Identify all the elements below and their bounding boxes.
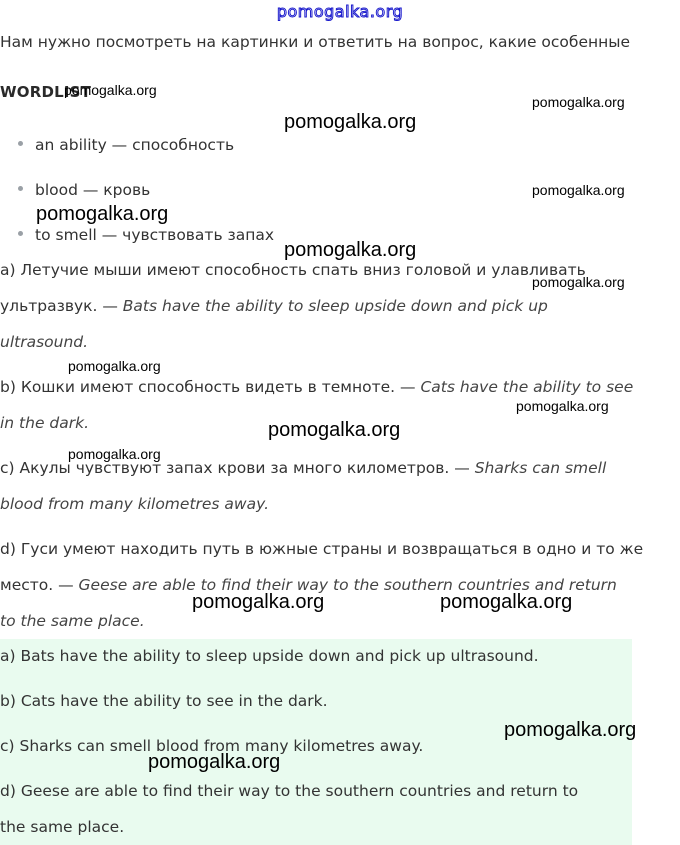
wordlist-item-text: blood — кровь (35, 181, 151, 199)
translation-a-line2 (0, 297, 548, 315)
watermark: pomogalka.org (148, 751, 281, 773)
bullet-icon (18, 141, 23, 146)
translation-d-ru: место. — (0, 576, 79, 594)
translation-a-en-cont: ultrasound. (0, 333, 89, 351)
answer-line: a) Bats have the ability to sleep upside down and pick up ultrasound. (0, 647, 539, 665)
answer-line: d) Geese are able to find their way to the southern countries and return to (0, 782, 579, 800)
translation-d-line3 (0, 612, 145, 630)
translation-c-en-cont: blood from many kilometres away. (0, 495, 270, 513)
wordlist-item (18, 136, 234, 154)
translation-a-line3 (0, 333, 88, 351)
bullet-icon (18, 231, 23, 236)
wordlist-item (18, 226, 274, 244)
site-header[interactable]: pomogalka.org (276, 2, 404, 21)
answer-line: c) Sharks can smell blood from many kilometres away. (0, 737, 424, 755)
translation-c-line2 (0, 495, 269, 513)
watermark: pomogalka.org (532, 94, 625, 110)
watermark: pomogalka.org (268, 419, 401, 441)
translation-a-ru: ультразвук. — (0, 297, 123, 315)
translation-b-line2 (0, 414, 89, 432)
translation-c-en: Sharks can smell (474, 459, 607, 477)
intro-text: Нам нужно посмотреть на картинки и ответить на вопрос, какие особенные (0, 33, 631, 51)
answer-line: b) Cats have the ability to see in the dark. (0, 692, 328, 710)
bullet-icon (18, 186, 23, 191)
translation-c-ru: c) Акулы чувствуют запах крови за много километров. — (0, 459, 475, 477)
translation-b-en: Cats have the ability to see (420, 378, 634, 396)
watermark: pomogalka.org (504, 719, 637, 741)
watermark: pomogalka.org (36, 203, 169, 225)
translation-b-ru: b) Кошки имеют способность видеть в темноте. — (0, 378, 421, 396)
translation-b-en-cont: in the dark. (0, 414, 90, 432)
wordlist-heading: WORDLIST (0, 83, 92, 101)
wordlist-item-text: to smell — чувствовать запах (35, 226, 275, 244)
watermark: pomogalka.org (440, 591, 573, 613)
translation-d-en-cont: to the same place. (0, 612, 145, 630)
translation-a-en: Bats have the ability to sleep upside down and pick up (122, 297, 548, 315)
wordlist-item-text: an ability — способность (35, 136, 235, 154)
watermark: pomogalka.org (68, 446, 161, 462)
translation-d-line1: d) Гуси умеют находить путь в южные страны и возвращаться в одно и то же (0, 540, 644, 558)
watermark: pomogalka.org (284, 239, 417, 261)
watermark: pomogalka.org (192, 591, 325, 613)
translation-b-line1 (0, 378, 633, 396)
watermark: pomogalka.org (532, 274, 625, 290)
translation-d-en: Geese are able to find their way to the southern countries and return (78, 576, 617, 594)
watermark: pomogalka.org (516, 398, 609, 414)
watermark: pomogalka.org (284, 111, 417, 133)
wordlist-item (18, 181, 150, 199)
watermark: pomogalka.org (68, 358, 161, 374)
watermark: pomogalka.org (532, 182, 625, 198)
watermark: pomogalka.org (64, 82, 157, 98)
answer-line: the same place. (0, 818, 125, 836)
translation-a-line1: a) Летучие мыши имеют способность спать вниз головой и улавливать (0, 261, 586, 279)
